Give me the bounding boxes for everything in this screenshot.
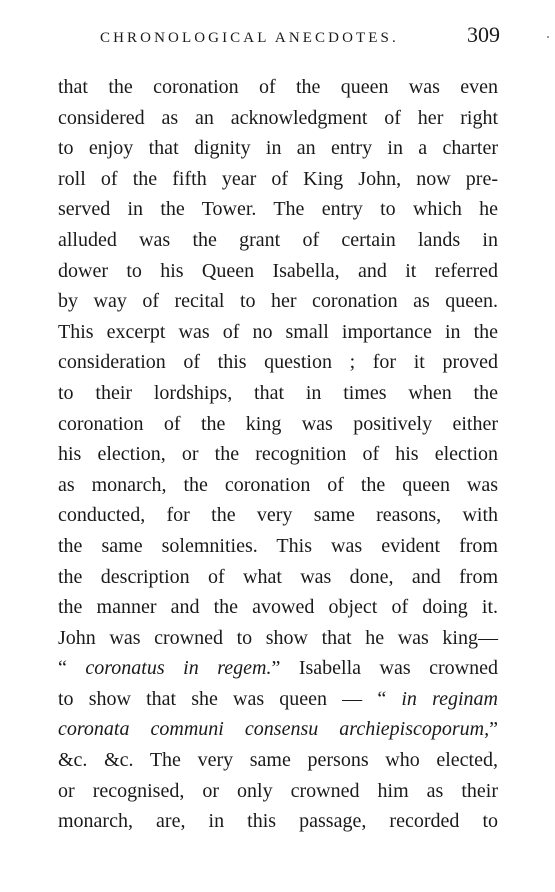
text-line: dower to his Queen Isabella, and it referred [58, 259, 498, 282]
text-line: to enjoy that dignity in an entry in a charter [58, 137, 498, 160]
close-quote: ” [489, 718, 498, 741]
latin-phrase: in reginam [401, 687, 498, 710]
body-text [58, 72, 498, 837]
text-line: the manner and the avowed object of doing it. [58, 596, 498, 619]
text-segment: to show that she was queen — “ [58, 687, 402, 710]
text-line: that the coronation of the queen was even [58, 76, 498, 98]
text-line [58, 714, 498, 745]
text-line: conducted, for the very same reasons, with [58, 504, 498, 527]
text-line: by way of recital to her coronation as queen. [58, 290, 498, 313]
text-line: the description of what was done, and from [58, 565, 498, 588]
open-quote: “ [58, 657, 86, 680]
text-line: &c. &c. The very same persons who elected, [58, 749, 498, 772]
running-head [100, 22, 500, 52]
text-line: alluded was the grant of certain lands in [58, 228, 498, 251]
text-line: served in the Tower. The entry to which he [58, 198, 498, 221]
text-line: to their lordships, that in times when the [58, 381, 498, 404]
text-line: monarch, are, in this passage, recorded to [58, 810, 498, 833]
text-line: or recognised, or only crowned him as their [58, 779, 498, 802]
page-edge-mark [547, 36, 549, 38]
page-number: 309 [467, 22, 500, 47]
text-line: considered as an acknowledgment of her right [58, 106, 498, 129]
text-line [58, 684, 498, 715]
latin-phrase: coronatus in regem. [85, 657, 272, 680]
latin-phrase: coronata communi consensu archiepiscoporum, [58, 718, 490, 741]
text-line: consideration of this question ; for it proved [58, 351, 498, 374]
text-line: This excerpt was of no small importance in the [58, 320, 498, 343]
text-line: the same solemnities. This was evident from [58, 534, 498, 557]
text-line: John was crowned to show that he was king— [58, 626, 498, 649]
running-title: CHRONOLOGICAL ANECDOTES. [100, 30, 399, 46]
text-segment: Isabella was crowned [280, 657, 498, 680]
text-line: as monarch, the coronation of the queen was [58, 473, 498, 496]
text-line: his election, or the recognition of his election [58, 443, 498, 466]
text-line: roll of the fifth year of King John, now pre- [58, 167, 498, 190]
text-line [58, 653, 498, 684]
text-line: coronation of the king was positively either [58, 412, 498, 435]
close-quote: ” [271, 657, 281, 680]
